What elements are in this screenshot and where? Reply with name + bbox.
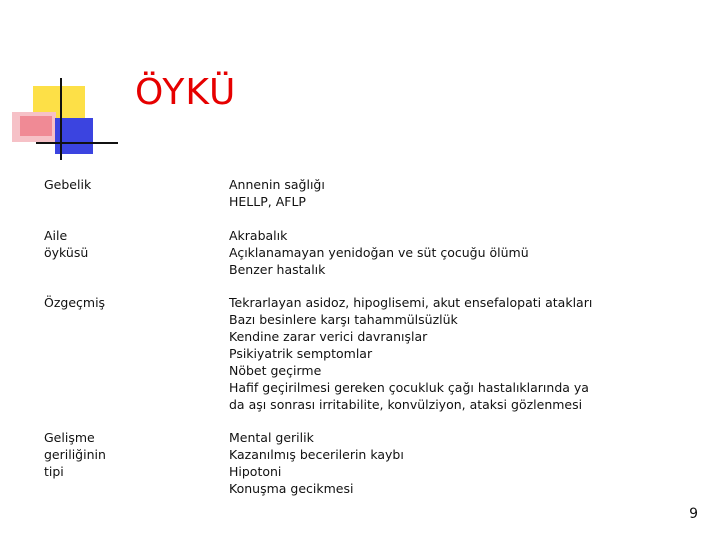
row-label: Aile öyküsü [44, 228, 89, 260]
row-details [229, 294, 592, 413]
row-details [229, 429, 404, 497]
detail-line: Hipotoni [229, 464, 282, 479]
slide-title: ÖYKÜ [135, 72, 237, 113]
detail-line: Nöbet geçirme [229, 363, 322, 378]
detail-line: Açıklanamayan yenidoğan ve süt çocuğu ölümü [229, 245, 529, 260]
row-label: Gebelik [44, 177, 92, 192]
detail-line: Benzer hastalık [229, 262, 326, 277]
detail-line: Psikiyatrik semptomlar [229, 346, 373, 361]
detail-line: Kazanılmış becerilerin kaybı [229, 447, 404, 462]
detail-line: Annenin sağlığı [229, 177, 325, 192]
detail-line: Hafif geçirilmesi gereken çocukluk çağı hastalıklarında ya [229, 380, 589, 395]
row-details [229, 176, 325, 210]
decor-red-square [20, 116, 52, 136]
detail-line: HELLP, AFLP [229, 194, 306, 209]
detail-line: da aşı sonrası irritabilite, konvülziyon, ataksi gözlenmesi [229, 397, 583, 412]
row-label: Gelişme geriliğinin tipi [44, 430, 106, 479]
detail-line: Bazı besinlere karşı tahammülsüzlük [229, 312, 458, 327]
decor-vertical-line [60, 78, 62, 160]
detail-line: Konuşma gecikmesi [229, 481, 354, 496]
page-number: 9 [689, 506, 698, 522]
row-details [229, 227, 529, 278]
detail-line: Mental gerilik [229, 430, 314, 445]
detail-line: Tekrarlayan asidoz, hipoglisemi, akut ensefalopati atakları [229, 295, 593, 310]
detail-line: Akrabalık [229, 228, 288, 243]
decor-horizontal-line [36, 142, 118, 144]
row-label: Özgeçmiş [44, 295, 106, 310]
detail-line: Kendine zarar verici davranışlar [229, 329, 428, 344]
